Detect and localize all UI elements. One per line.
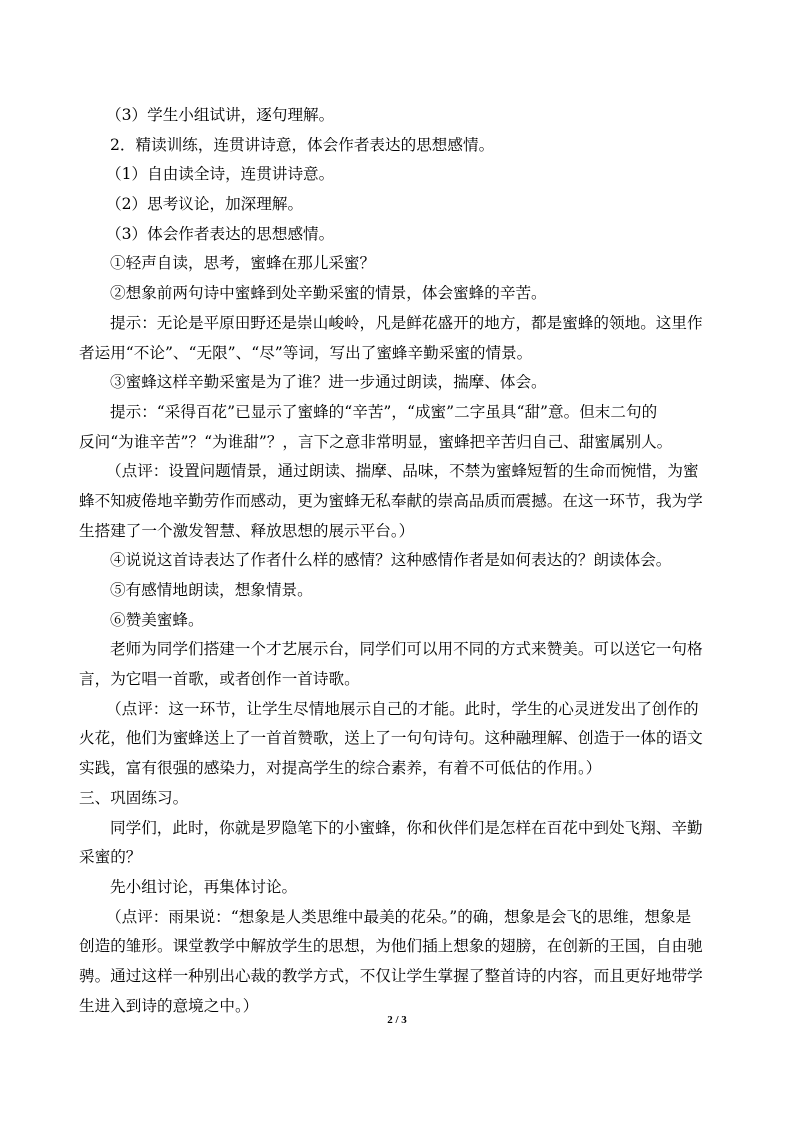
text-line: ⑥赞美蜜蜂。 [110, 610, 204, 629]
text-line: （3）体会作者表达的思想感情。 [106, 224, 335, 243]
text-line: 火花，他们为蜜蜂送上了一首首赞歌，送上了一句句诗句。这种融理解、创造于一体的语文 [79, 729, 703, 748]
text-line: （2）思考议论，加深理解。 [106, 195, 304, 214]
text-line: ③蜜蜂这样辛勤采蜜是为了谁？进一步通过朗读，揣摩、体会。 [110, 373, 547, 392]
text-line: 骋。通过这样一种别出心裁的教学方式，不仅让学生掌握了整首诗的内容，而且更好地带学 [79, 966, 703, 985]
text-line: （1）自由读全诗，连贯讲诗意。 [106, 165, 335, 184]
text-line: 者运用“不论”、“无限”、“尽”等词，写出了蜜蜂辛勤采蜜的情景。 [79, 343, 533, 362]
document-body [79, 101, 727, 1021]
text-line: 2．精读训练，连贯讲诗意，体会作者表达的思想感情。 [110, 135, 495, 154]
text-line: ②想象前两句诗中蜜蜂到处辛勤采蜜的情景，体会蜜蜂的辛苦。 [110, 284, 547, 303]
text-line: （点评：设置问题情景，通过朗读、揣摩、品味，不禁为蜜蜂短暂的生命而惋惜，为蜜 [106, 462, 699, 481]
text-line: 同学们，此时，你就是罗隐笔下的小蜜蜂，你和伙伴们是怎样在百花中到处飞翔、辛勤 [110, 818, 703, 837]
text-line: ①轻声自读，思考，蜜蜂在那儿采蜜？ [110, 254, 376, 273]
text-line: 言，为它唱一首歌，或者创作一首诗歌。 [79, 670, 360, 689]
text-line: （点评：雨果说：“想象是人类思维中最美的花朵。”的确，想象是会飞的思维，想象是 [106, 907, 692, 926]
text-line: 提示：无论是平原田野还是崇山峻岭，凡是鲜花盛开的地方，都是蜜蜂的领地。这里作 [110, 313, 703, 332]
text-line: 反问“为谁辛苦”？“为谁甜”？，言下之意非常明显，蜜蜂把辛苦归自己、甜蜜属别人。 [79, 432, 673, 451]
text-line: ④说说这首诗表达了作者什么样的感情？这种感情作者是如何表达的？朗读体会。 [110, 551, 672, 570]
text-line: 蜂不知疲倦地辛勤劳作而感动，更为蜜蜂无私奉献的崇高品质而震撼。在这一环节，我为学 [79, 491, 703, 510]
text-line: （点评：这一环节，让学生尽情地展示自己的才能。此时，学生的心灵迸发出了创作的 [106, 699, 699, 718]
text-line: 生进入到诗的意境之中。） [79, 996, 259, 1015]
text-line: 实践，富有很强的感染力，对提高学生的综合素养，有着不可低估的作用。） [79, 759, 602, 778]
page-number: 2 / 3 [387, 1014, 407, 1026]
text-line: 创造的雏形。课堂教学中解放学生的思想，为他们插上想象的翅膀，在创新的王国，自由驰 [79, 937, 703, 956]
text-line: 老师为同学们搭建一个才艺展示台，同学们可以用不同的方式来赞美。可以送它一句格 [110, 640, 703, 659]
section-heading: 三、巩固练习。 [79, 788, 189, 807]
text-line: 先小组讨论，再集体讨论。 [110, 877, 298, 896]
text-line: ⑤有感情地朗读，想象情景。 [110, 581, 313, 599]
text-line: 采蜜的？ [79, 848, 142, 867]
text-line: 生搭建了一个激发智慧、释放思想的展示平台。） [79, 521, 415, 540]
text-line: 提示：“采得百花”已显示了蜜蜂的“辛苦”，“成蜜”二字虽具“甜”意。但末二句的 [110, 402, 658, 421]
text-line: （3）学生小组试讲，逐句理解。 [106, 106, 335, 124]
